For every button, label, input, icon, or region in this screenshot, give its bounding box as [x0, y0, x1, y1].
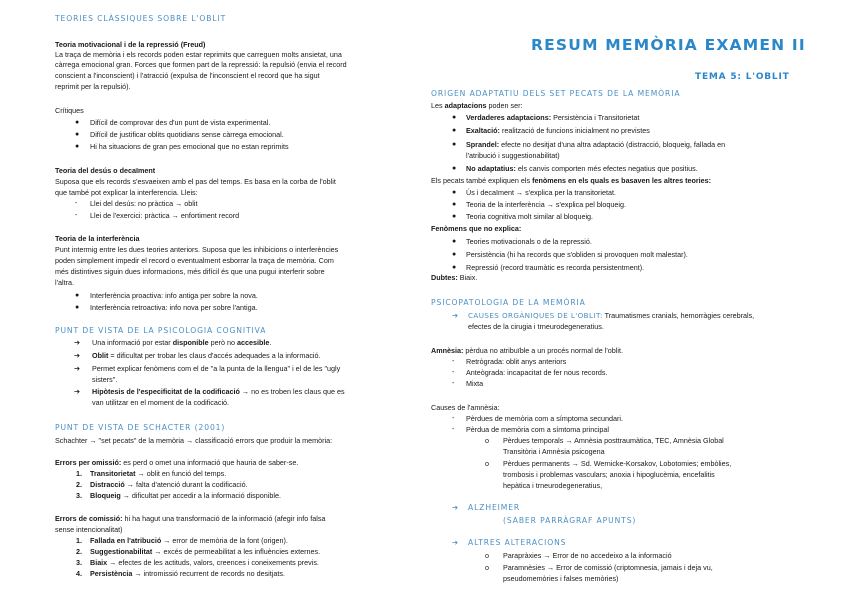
- origen-title: ORIGEN ADAPTATIU DELS SET PECATS DE LA MEMÒRIA: [431, 89, 681, 98]
- bullet-icon: ●: [452, 114, 457, 121]
- alzheimer-title: ALZHEIMER: [468, 503, 521, 512]
- cognitiva-title: PUNT DE VISTA DE LA PSICOLOGIA COGNITIVA: [55, 326, 267, 335]
- interferencia-line: Punt intermig entre les dues teories anteriors. Suposa que les inhibicions o interferències: [55, 245, 339, 254]
- cognitiva-item: Hipòtesis de l'especificitat de la codificació → no es troben les claus que es: [92, 387, 345, 396]
- omissio-item: Distracció → falta d'atenció durant la codificació.: [90, 480, 248, 489]
- freud-line: càrrega emocional gran. Forces que formen part de la repressió: la repulsió (envia el record: [55, 60, 347, 69]
- omissio-number: 3.: [76, 491, 82, 500]
- causes-amnesia-item: Pèrdua de memòria com a símtoma principal: [466, 425, 610, 434]
- circle-bullet-icon: o: [485, 459, 489, 468]
- origen-item-cont: l'atribució i suggestionabilitat): [466, 151, 560, 160]
- amnesia-item: Retrògrada: oblit anys anteriors: [466, 357, 567, 366]
- dash-icon: -: [452, 369, 455, 376]
- left-header-title: TEORIES CLÀSSIQUES SOBRE L'OBLIT: [55, 14, 227, 23]
- origen-item: Verdaderes adaptacions: Persistència i Transitorietat: [466, 113, 640, 122]
- cognitiva-item: Una informació por estar disponible però no accesible.: [92, 338, 272, 347]
- omissio-item: Bloqueig → dificultat per accedir a la informació disponible.: [90, 491, 281, 500]
- arrow-icon: ➔: [74, 387, 81, 396]
- comissio-number: 1.: [76, 536, 82, 545]
- pecats-item: Teoria cognitiva molt similar al bloqueig.: [466, 212, 594, 221]
- schacter-intro: Schachter → "set pecats" de la memòria → classificació errors que produir la memòria:: [55, 436, 333, 445]
- altres-item: Paramnèsies → Error de comissió (criptomnesia, jamais i deja vu,: [503, 563, 713, 572]
- bullet-icon: ●: [75, 131, 80, 138]
- altres-item: Parapràxies → Error de no accedeixo a la informació: [503, 551, 672, 560]
- interferencia-line: més distintives siguin dues informacions, més difícil és que una pugui interferir sobre: [55, 267, 325, 276]
- bullet-icon: ●: [452, 127, 457, 134]
- amnesia-line: Amnèsia: pèrdua no atribuïble a un procés normal de l'oblit.: [431, 346, 623, 355]
- arrow-icon: ➔: [74, 351, 81, 360]
- amnesia-item: Mixta: [466, 379, 484, 388]
- comissio-item: Persistència → intromissió recurrent de records no desitjats.: [90, 569, 285, 578]
- critiques-label: Crítiques: [55, 106, 84, 115]
- bullet-icon: ●: [452, 141, 457, 148]
- comissio-item: Fallada en l'atribució → error de memòria de la font (origen).: [90, 536, 288, 545]
- dash-icon: -: [452, 358, 455, 365]
- omissio-line: Errors per omissió: es perd o omet una informació que hauria de saber-se.: [55, 458, 299, 467]
- causes-organiques: CAUSES ORGÀNIQUES DE L'OBLIT: Traumatismes cranials, hemorràgies cerebrals,: [468, 311, 755, 320]
- origen-item: Exaltació: realització de funcions inicialment no previstes: [466, 126, 650, 135]
- interferencia-line: poden simplement impedir el record o eventualment esborrar la traça de memòria. Com: [55, 256, 334, 265]
- bullet-icon: ●: [452, 165, 457, 172]
- noexp-item: Repressió (record traumàtic es recorda persistentment).: [466, 263, 645, 272]
- arrow-icon: ➔: [452, 503, 459, 512]
- amnesia-item: Anteògrada: incapacitat de fer nous records.: [466, 368, 608, 377]
- alzheimer-note: (SABER PARRÀGRAF APUNTS): [503, 516, 637, 525]
- arrow-icon: ➔: [74, 338, 81, 347]
- bullet-icon: ●: [452, 238, 457, 245]
- freud-line: conscient a l'inconscient) i l'atracció (expulsa de l'inconscient el record que ha sigut: [55, 71, 320, 80]
- causes-organiques-cont: efectes de la cirugia i trneurodegeneratius.: [468, 322, 604, 331]
- bullet-icon: ●: [452, 201, 457, 208]
- psico-title: PSICOPATOLOGIA DE LA MEMÒRIA: [431, 298, 586, 307]
- dash-icon: -: [75, 200, 78, 207]
- cognitiva-item: Permet explicar fenòmens com el de "a la punta de la llengua" i el de les "ugly: [92, 364, 341, 373]
- arrow-icon: ➔: [74, 364, 81, 373]
- omissio-number: 2.: [76, 480, 82, 489]
- freud-line: reprimit per la repulsió).: [55, 82, 131, 91]
- topic-title: TEMA 5: L'OBLIT: [695, 72, 790, 82]
- interferencia-line: l'altra.: [55, 278, 74, 287]
- origen-intro: Les adaptacions poden ser:: [431, 101, 523, 110]
- interferencia-item: Interferència retroactiva: info nova per sobre l'antiga.: [90, 303, 258, 312]
- freud-line: La traça de memòria i els records poden estar reprimits que carreguen molts ansietat, una: [55, 50, 342, 59]
- circle-bullet-icon: o: [485, 551, 489, 560]
- comissio-line-cont: sense intencionalitat): [55, 525, 123, 534]
- desus-line: Suposa que els records s'esvaeixen amb el pas del temps. Es basa en la corba de l'oblit: [55, 177, 336, 186]
- causes-amnesia-item: Pèrdues de memòria com a símptoma secundari.: [466, 414, 623, 423]
- origen-item: No adaptatius: els canvis comporten més efectes negatius que positius.: [466, 164, 698, 173]
- pecats-item: Teoria de la interferència → s'explica pel bloqueig.: [466, 200, 626, 209]
- dubtes-line: Dubtes: Biaix.: [431, 273, 478, 282]
- pecats-item: Ús i decaïment → s'explica per la transitorietat.: [466, 188, 616, 197]
- cognitiva-item-cont: van utilitzar en el moment de la codificació.: [92, 398, 230, 407]
- noexp-item: Teories motivacionals o de la repressió.: [466, 237, 592, 246]
- bullet-icon: ●: [75, 292, 80, 299]
- perdues-item: Pèrdues permanents → Sd. Wernicke-Korsakov, Lobotomies; embòlies,: [503, 459, 732, 468]
- bullet-icon: ●: [452, 264, 457, 271]
- perdues-item-cont: trombosis i problemas vasculars; anoxia i hipoglucèmia, encefalitis: [503, 470, 715, 479]
- comissio-number: 4.: [76, 569, 82, 578]
- perdues-item-cont: hepàtica i trneurodegeneratius,: [503, 481, 603, 490]
- comissio-number: 2.: [76, 547, 82, 556]
- cognitiva-item: Oblit = dificultat per trobar les claus d'accés adequades a la informació.: [92, 351, 321, 360]
- bullet-icon: ●: [75, 304, 80, 311]
- desus-title: Teoria del desús o decaïment: [55, 166, 156, 175]
- interferencia-item: Interferència proactiva: info antiga per sobre la nova.: [90, 291, 258, 300]
- cognitiva-item-cont: sisters".: [92, 375, 118, 384]
- origen-item: Sprandel: efecte no desitjat d'una altra adaptació (distracció, bloqueig, fallada en: [466, 140, 726, 149]
- schacter-title: PUNT DE VISTA DE SCHACTER (2001): [55, 423, 226, 432]
- freud-title: Teoria motivacional i de la repressió (Freud): [55, 40, 206, 49]
- circle-bullet-icon: o: [485, 436, 489, 445]
- noexp-label: Fenòmens que no explica:: [431, 224, 522, 233]
- comissio-item: Biaix → efectes de les actituds, valors, creences i coneixements previs.: [90, 558, 319, 567]
- desus-line: que també pot explicar la interferencia. Lleis:: [55, 188, 198, 197]
- noexp-item: Persistència (hi ha records que s'obliden si provoquen molt malestar).: [466, 250, 688, 259]
- bullet-icon: ●: [75, 143, 80, 150]
- omissio-item: Transitorietat → oblit en funció del temps.: [90, 469, 227, 478]
- main-title: RESUM MEMÒRIA EXAMEN II: [531, 36, 806, 54]
- perdues-item-cont: Transitòria i Amnèsia psicogena: [503, 447, 605, 456]
- circle-bullet-icon: o: [485, 563, 489, 572]
- dash-icon: -: [452, 380, 455, 387]
- bullet-icon: ●: [75, 119, 80, 126]
- bullet-icon: ●: [452, 251, 457, 258]
- arrow-icon: ➔: [452, 311, 459, 320]
- causes-amnesia-label: Causes de l'amnèsia:: [431, 403, 500, 412]
- comissio-line: Errors de comissió: hi ha hagut una transformació de la informació (afegir info falsa: [55, 514, 326, 523]
- arrow-icon: ➔: [452, 538, 459, 547]
- desus-item: Llei del desús: no pràctica → oblit: [90, 199, 198, 208]
- altres-item-cont: pseudomemòries i falses memòries): [503, 574, 619, 583]
- omissio-number: 1.: [76, 469, 82, 478]
- critique-item: Difícil de justificar oblits quotidians sense càrrega emocional.: [90, 130, 284, 139]
- comissio-item: Suggestionabilitat → excés de permeabilitat a les influències externes.: [90, 547, 321, 556]
- dash-icon: -: [452, 415, 455, 422]
- interferencia-title: Teoria de la interferència: [55, 234, 140, 243]
- bullet-icon: ●: [452, 213, 457, 220]
- critique-item: Difícil de comprovar des d'un punt de vista experimental.: [90, 118, 271, 127]
- desus-item: Llei de l'exercici: pràctica → enfortiment record: [90, 211, 240, 220]
- altres-title: ALTRES ALTERACIONS: [468, 538, 567, 547]
- dash-icon: -: [75, 212, 78, 219]
- perdues-item: Pèrdues temporals → Amnèsia posttraumàtica, TEC, Amnèsia Global: [503, 436, 724, 445]
- comissio-number: 3.: [76, 558, 82, 567]
- pecats-intro: Els pecats també expliquen els fenòmens en els quals es basaven les altres teories:: [431, 176, 712, 185]
- critique-item: Hi ha situacions de gran pes emocional que no estan reprimits: [90, 142, 289, 151]
- bullet-icon: ●: [452, 189, 457, 196]
- dash-icon: -: [452, 426, 455, 433]
